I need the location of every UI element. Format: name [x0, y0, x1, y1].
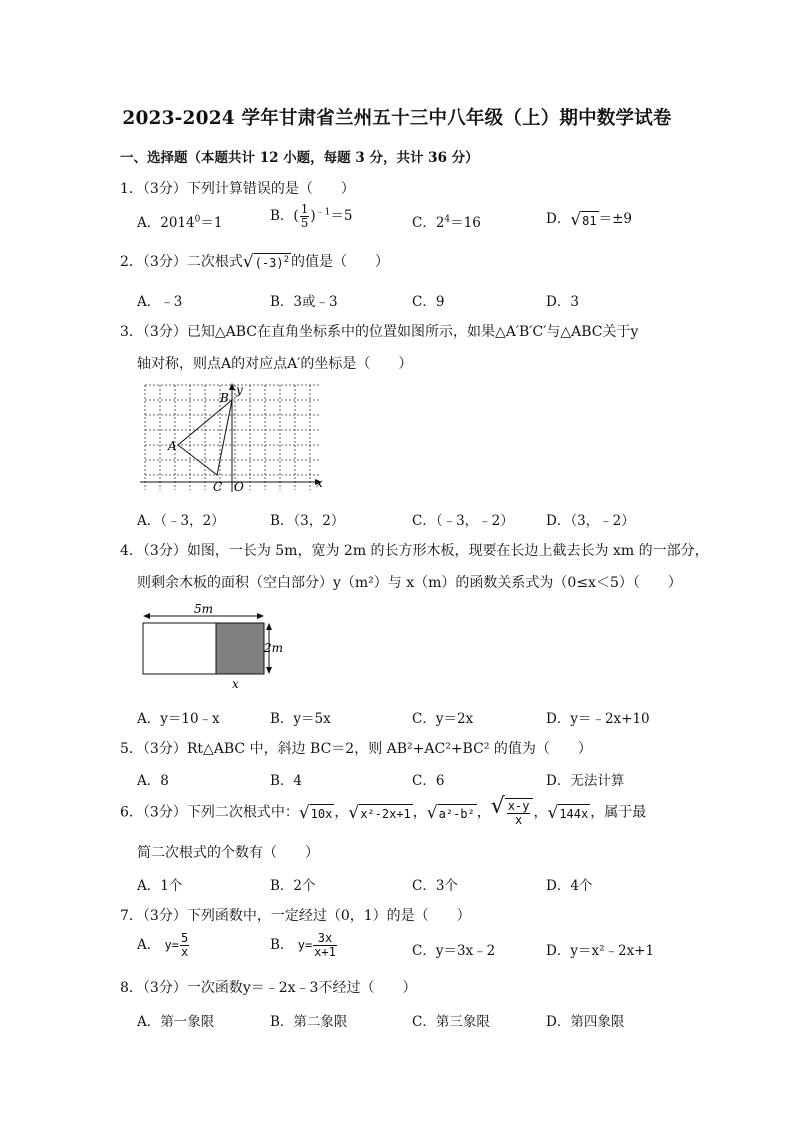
page-title: 2023-2024 学年甘肃省兰州五十三中八年级（上）期中数学试卷: [122, 108, 672, 129]
label-c: C: [213, 480, 223, 494]
q5-option-d: D．无法计算: [546, 773, 625, 789]
q6-option-a: A．1个: [137, 878, 183, 894]
q7-option-c: C．y＝3x﹣2: [412, 943, 496, 959]
wooden-board-figure: [138, 603, 298, 693]
question-3-line1: 3．（3分）已知△ABC在直角坐标系中的位置如图所示，如果△A′B′C′与△ABC关于y: [120, 324, 639, 340]
label-width: 2m: [264, 641, 284, 655]
q5-option-b: B．4: [270, 773, 303, 789]
q8-option-a: A．第一象限: [137, 1014, 215, 1030]
q2-option-d: D．3: [546, 294, 579, 310]
label-x-cut: x: [232, 677, 239, 691]
question-4-line2: 则剩余木板的面积（空白部分）y（m²）与 x（m）的函数关系式为（0≤x＜5）（ ）: [137, 575, 682, 591]
q8-option-d: D．第四象限: [546, 1014, 625, 1030]
label-a: A: [168, 439, 177, 453]
q3-option-a: A．（﹣3，2）: [137, 513, 225, 529]
coordinate-grid-figure: [140, 380, 325, 495]
q2-option-c: C．9: [412, 294, 445, 310]
q7-option-b: B． y= $\frac{3x}{x+1}$: [270, 931, 336, 959]
question-6-line2: 简二次根式的个数有（ ）: [137, 845, 319, 861]
label-b: B: [220, 391, 229, 405]
q2-option-a: A．﹣3: [137, 294, 183, 310]
question-8: 8．（3分）一次函数y＝﹣2x﹣3不经过（ ）: [120, 980, 417, 996]
q1-option-d: D． √ 81 ＝±9: [546, 209, 633, 230]
q6-option-d: D．4个: [546, 878, 593, 894]
q7-option-a: A． y= $\frac{5}{x}$: [137, 931, 189, 959]
q3-option-c: C．（﹣3，﹣2）: [412, 513, 514, 529]
label-length: 5m: [194, 603, 214, 616]
q3-option-d: D．（3，﹣2）: [546, 513, 635, 529]
q4-option-c: C．y＝2x: [412, 711, 474, 727]
question-3-line2: 轴对称，则点A的对应点A′的坐标是（ ）: [137, 356, 413, 372]
q5-option-c: C．6: [412, 773, 445, 789]
q4-option-d: D．y＝﹣2x+10: [546, 711, 650, 727]
q2-option-b: B．3或﹣3: [270, 294, 338, 310]
section-heading: 一、选择题（本题共计 12 小题，每题 3 分，共计 36 分）: [120, 150, 479, 166]
q7-option-d: D．y＝x²﹣2x+1: [546, 943, 655, 959]
label-origin: O: [234, 480, 244, 494]
q8-option-c: C．第三象限: [412, 1014, 490, 1030]
question-text: 下列计算错误的是（ ）: [186, 181, 355, 197]
question-1: [120, 178, 355, 198]
label-y: y: [236, 383, 243, 397]
question-4-line1: 4．（3分）如图，一长为 5m，宽为 2m 的长方形木板，现要在长边上截去长为 xm 的一部分，: [120, 543, 709, 559]
question-7: 7．（3分）下列函数中，一定经过（0，1）的是（ ）: [120, 908, 471, 924]
q1-option-a: A．$2014^0=1$: [137, 214, 223, 231]
q6-option-b: B．2个: [270, 878, 316, 894]
q5-option-a: A．8: [137, 773, 169, 789]
q4-option-b: B．y＝5x: [270, 711, 331, 727]
label-x: x: [316, 476, 323, 490]
question-5: 5．（3分）Rt△ABC 中，斜边 BC＝2，则 AB²+AC²+BC² 的值为（ ）: [120, 741, 592, 757]
question-6-line1: 6．（3分）下列二次根式中： √ 10x ， √ x²-2x+1 ， √ a²-b² ， √ $\frac{x-y}{x}$ ， √ 144x ，属于最: [120, 794, 647, 827]
q1-option-c: C．$2^4=16$: [412, 214, 481, 231]
q6-option-c: C．3个: [412, 878, 458, 894]
q4-option-a: A．y＝10﹣x: [137, 711, 220, 727]
question-number: 1．（3分）: [120, 181, 187, 197]
q8-option-b: B．第二象限: [270, 1014, 348, 1030]
question-2: 2．（3分）二次根式 √ $(-3)^2$ 的值是（ ）: [120, 252, 389, 272]
q1-option-b: B．( $\frac{1}{5}$ )$^{﹣1}$＝5: [270, 202, 353, 230]
q3-option-b: B．（3，2）: [270, 513, 345, 529]
